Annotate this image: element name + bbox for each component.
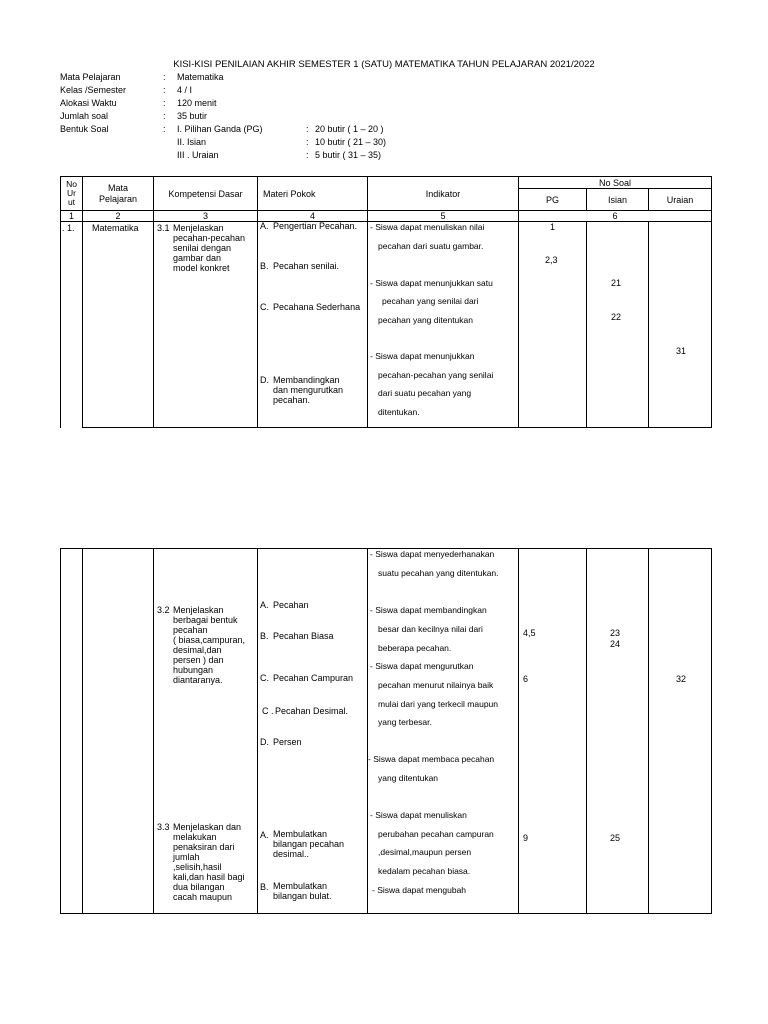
bentuk-type: III . Uraian bbox=[177, 150, 219, 160]
header-kd: Kompetensi Dasar bbox=[154, 177, 258, 211]
kd-line: jumlah bbox=[173, 852, 200, 862]
kd-line: ( biasa,campuran, bbox=[173, 635, 246, 645]
indikator-line: - Siswa dapat membandingkan bbox=[370, 605, 487, 615]
indikator-line: - Siswa dapat menuliskan nilai bbox=[370, 222, 485, 232]
indikator-line: suatu pecahan yang ditentukan. bbox=[378, 568, 499, 578]
bentuk-type: II. Isian bbox=[177, 137, 207, 147]
kisi-table-page1 bbox=[60, 176, 712, 428]
info-label: Mata Pelajaran bbox=[60, 72, 121, 82]
uraian-value: 32 bbox=[676, 674, 687, 684]
info-colon: : bbox=[163, 72, 166, 82]
indikator-line: pecahan yang ditentukan bbox=[378, 315, 473, 325]
kd-line: kali,dan hasil bagi bbox=[173, 872, 245, 882]
header-materi: Materi Pokok bbox=[258, 177, 368, 211]
info-value: Matematika bbox=[177, 72, 224, 82]
materi-prefix: C. bbox=[260, 673, 269, 683]
kd-line: ,selisih,hasil bbox=[173, 862, 222, 872]
document-title: KISI-KISI PENILAIAN AKHIR SEMESTER 1 (SATU) MATEMATIKA TAHUN PELAJARAN 2021/2022 bbox=[173, 59, 595, 70]
column-number: 4 bbox=[258, 211, 368, 222]
header-uraian: Uraian bbox=[649, 189, 712, 211]
materi-item: Persen bbox=[273, 737, 302, 747]
indikator-line: - Siswa dapat menyederhanakan bbox=[370, 549, 495, 559]
indikator-line: mulai dari yang terkecil maupun bbox=[378, 699, 499, 709]
table-row bbox=[61, 222, 712, 428]
materi-item: Pengertian Pecahan. bbox=[273, 221, 358, 231]
indikator-line: - Siswa dapat mengurutkan bbox=[370, 661, 474, 671]
kd-line: melakukan bbox=[173, 832, 217, 842]
indikator-line: - Siswa dapat mengubah bbox=[372, 885, 467, 895]
pg-value: 4,5 bbox=[523, 628, 536, 638]
indikator-line: ,desimal,maupun persen bbox=[378, 847, 472, 857]
materi-item: desimal.. bbox=[273, 849, 310, 859]
indikator-line: besar dan kecilnya nilai dari bbox=[378, 624, 483, 634]
indikator-line: - Siswa dapat menunjukkan bbox=[370, 351, 475, 361]
kd-line: persen ) dan bbox=[173, 655, 224, 665]
isian-value: 21 bbox=[611, 278, 622, 288]
info-label: Alokasi Waktu bbox=[60, 98, 117, 108]
indikator-line: yang terbesar. bbox=[378, 717, 432, 727]
bentuk-type: I. Pilihan Ganda (PG) bbox=[177, 124, 263, 134]
mapel-value: Matematika bbox=[92, 223, 139, 233]
materi-prefix: A. bbox=[260, 830, 269, 840]
kd-line: pecahan bbox=[173, 625, 208, 635]
column-number: 3 bbox=[154, 211, 258, 222]
header-no-line: Ur bbox=[67, 188, 76, 198]
materi-item: Membulatkan bbox=[273, 881, 328, 891]
materi-prefix: A. bbox=[260, 600, 269, 610]
materi-prefix: C. bbox=[260, 302, 269, 312]
info-colon: : bbox=[163, 124, 166, 134]
materi-prefix: A. bbox=[260, 221, 269, 231]
materi-item: Pecahana Sederhana bbox=[273, 302, 361, 312]
indikator-line: beberapa pecahan. bbox=[378, 643, 452, 653]
bentuk-colon: : bbox=[306, 150, 309, 160]
kd-line: hubungan bbox=[173, 665, 214, 675]
kd-line: cacah maupun bbox=[173, 892, 233, 902]
header-no-soal: No Soal bbox=[519, 177, 712, 189]
indikator-line: ditentukan. bbox=[378, 407, 420, 417]
bentuk-count: 10 butir ( 21 – 30) bbox=[315, 137, 387, 147]
materi-item: Pecahan Biasa bbox=[273, 631, 334, 641]
kd-number: 3.1 bbox=[157, 223, 170, 233]
kd-line: penaksiran dari bbox=[173, 842, 235, 852]
info-colon: : bbox=[163, 111, 166, 121]
indikator-line: - Siswa dapat menuliskan bbox=[370, 810, 467, 820]
materi-item: bilangan pecahan bbox=[273, 839, 345, 849]
bentuk-count: 20 butir ( 1 – 20 ) bbox=[315, 124, 384, 134]
indikator-line: - Siswa dapat membaca pecahan bbox=[368, 754, 495, 764]
pg-value: 6 bbox=[523, 674, 529, 684]
materi-item: Pecahan bbox=[273, 600, 309, 610]
indikator-line: perubahan pecahan campuran bbox=[378, 829, 494, 839]
table-row bbox=[61, 549, 712, 914]
materi-item: Pecahan senilai. bbox=[273, 261, 340, 271]
indikator-line: pecahan yang senilai dari bbox=[382, 296, 479, 306]
indikator-line: yang ditentukan bbox=[378, 773, 439, 783]
bentuk-count: 5 butir ( 31 – 35) bbox=[315, 150, 382, 160]
column-number: 2 bbox=[83, 211, 154, 222]
kd-line: diantaranya. bbox=[173, 675, 223, 685]
kd-line: dua bilangan bbox=[173, 882, 225, 892]
indikator-line: dari suatu pecahan yang bbox=[378, 388, 472, 398]
kd-line: Menjelaskan bbox=[173, 223, 224, 233]
column-number: 6 bbox=[519, 211, 712, 222]
header-mapel-line: Mata bbox=[107, 182, 128, 193]
pg-value: 9 bbox=[523, 833, 529, 843]
header-mapel bbox=[83, 177, 154, 211]
header-no bbox=[61, 177, 83, 211]
info-colon: : bbox=[163, 98, 166, 108]
kd-line: pecahan-pecahan bbox=[173, 233, 246, 243]
materi-item: Pecahan Campuran bbox=[273, 673, 354, 683]
info-label: Jumlah soal bbox=[60, 111, 109, 121]
materi-item: Pecahan Desimal. bbox=[275, 706, 349, 716]
isian-value: 22 bbox=[611, 312, 622, 322]
bentuk-colon: : bbox=[306, 124, 309, 134]
pg-value: 1 bbox=[550, 222, 556, 232]
kd-number: 3.3 bbox=[157, 822, 170, 832]
indikator-line: pecahan menurut nilainya baik bbox=[378, 680, 494, 690]
materi-prefix: B. bbox=[260, 631, 269, 641]
indikator-line: kedalam pecahan biasa. bbox=[378, 866, 471, 876]
isian-value: 24 bbox=[610, 639, 621, 649]
kd-line: berbagai bentuk bbox=[173, 615, 238, 625]
uraian-value: 31 bbox=[676, 346, 687, 356]
info-label: Kelas /Semester bbox=[60, 85, 127, 95]
indikator-line: - Siswa dapat menunjukkan satu bbox=[370, 278, 493, 288]
materi-prefix: B. bbox=[260, 882, 269, 892]
isian-value: 23 bbox=[610, 628, 621, 638]
info-value: 4 / I bbox=[177, 85, 193, 95]
kd-line: model konkret bbox=[173, 263, 230, 273]
row-number: . 1. bbox=[62, 223, 75, 233]
bentuk-colon: : bbox=[306, 137, 309, 147]
info-value: 35 butir bbox=[177, 111, 208, 121]
kd-line: desimal,dan bbox=[173, 645, 222, 655]
header-mapel-line: Pelajaran bbox=[98, 193, 138, 204]
indikator-line: pecahan dari suatu gambar. bbox=[378, 241, 484, 251]
pg-value: 2,3 bbox=[545, 255, 558, 265]
materi-item: Membandingkan bbox=[273, 375, 340, 385]
kd-line: Menjelaskan dan bbox=[173, 822, 242, 832]
kd-number: 3.2 bbox=[157, 605, 170, 615]
info-label: Bentuk Soal bbox=[60, 124, 109, 134]
materi-item: Membulatkan bbox=[273, 829, 328, 839]
materi-prefix: C . bbox=[262, 706, 274, 716]
header-pg: PG bbox=[519, 189, 587, 211]
kd-line: Menjelaskan bbox=[173, 605, 224, 615]
column-number: 1 bbox=[61, 211, 83, 222]
materi-prefix: D. bbox=[260, 375, 269, 385]
header-no-line: No bbox=[66, 179, 77, 189]
info-colon: : bbox=[163, 85, 166, 95]
materi-item: dan mengurutkan bbox=[273, 385, 344, 395]
column-number: 5 bbox=[368, 211, 519, 222]
info-value: 120 menit bbox=[177, 98, 217, 108]
materi-prefix: D. bbox=[260, 737, 269, 747]
materi-prefix: B. bbox=[260, 261, 269, 271]
kd-line: senilai dengan bbox=[173, 243, 232, 253]
kisi-table-page2 bbox=[60, 548, 712, 914]
header-indikator: Indikator bbox=[368, 177, 519, 211]
materi-item: pecahan. bbox=[273, 395, 311, 405]
indikator-line: pecahan-pecahan yang senilai bbox=[378, 370, 494, 380]
header-isian: Isian bbox=[587, 189, 649, 211]
materi-item: bilangan bulat. bbox=[273, 891, 332, 901]
isian-value: 25 bbox=[610, 833, 621, 843]
kd-line: gambar dan bbox=[173, 253, 222, 263]
header-no-line: ut bbox=[67, 197, 76, 207]
